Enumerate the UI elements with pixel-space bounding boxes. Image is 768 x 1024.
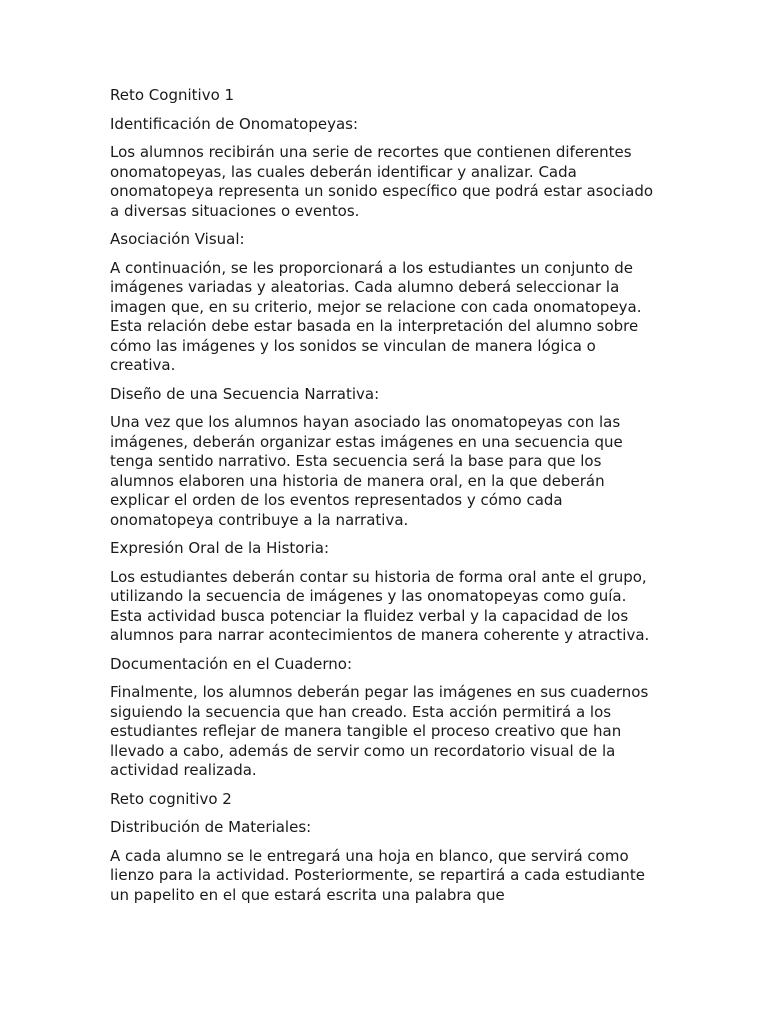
document-page — [110, 86, 658, 914]
subheading-identificacion: Identificación de Onomatopeyas: — [110, 114, 359, 133]
paragraph-asociacion-visual: A continuación, se les proporcionará a los estudiantes un conjunto de imágenes variadas y aleatorias. Cada alumno deberá seleccionar la imagen que, en su criterio, mejor se relacione con cada onomatopeya. Esta relación debe estar basada en la interpretación del alumno sobre cómo las imágenes y los sonidos se vinculan de manera lógica o creativa. — [110, 258, 642, 374]
paragraph-identificacion: Los alumnos recibirán una serie de recortes que contienen diferentes onomatopeyas, las cuales deberán identificar y analizar. Cada onomatopeya representa un sonido específico que podrá estar asociado a diversas situaciones o eventos. — [110, 143, 654, 220]
section-title-reto-2: Reto cognitivo 2 — [110, 789, 232, 808]
paragraph-expresion-oral: Los estudiantes deberán contar su historia de forma oral ante el grupo, utilizando la secuencia de imágenes y las onomatopeyas como guía. Esta actividad busca potenciar la fluidez verbal y la capacidad de los alumnos para narrar acontecimientos de manera coherente y atractiva. — [110, 567, 650, 644]
subheading-asociacion-visual: Asociación Visual: — [110, 230, 245, 248]
section-title-reto-1: Reto Cognitivo 1 — [110, 86, 235, 104]
paragraph-distribucion: A cada alumno se le entregará una hoja en blanco, que servirá como lienzo para la actividad. Posteriormente, se repartirá a cada estudiante un papelito en el que estará escrita una palabra que — [110, 846, 645, 904]
subheading-expresion-oral: Expresión Oral de la Historia: — [110, 539, 330, 557]
paragraph-documentacion: Finalmente, los alumnos deberán pegar las imágenes en sus cuadernos siguiendo la secuencia que han creado. Esta acción permitirá a los estudiantes reflejar de manera tangible el proceso creativo que han llevado a cabo, además de servir como un recordatorio visual de la actividad realizada. — [110, 683, 649, 779]
paragraph-secuencia-narrativa: Una vez que los alumnos hayan asociado las onomatopeyas con las imágenes, deberán organizar estas imágenes en una secuencia que tenga sentido narrativo. Esta secuencia será la base para que los alumnos elaboren una historia de manera oral, en la que deberán explicar el orden de los eventos representados y cómo cada onomatopeya contribuye a la narrativa. — [110, 413, 623, 529]
subheading-distribucion: Distribución de Materiales: — [110, 818, 312, 836]
subheading-documentacion: Documentación en el Cuaderno: — [110, 654, 352, 673]
subheading-secuencia-narrativa: Diseño de una Secuencia Narrativa: — [110, 384, 380, 403]
